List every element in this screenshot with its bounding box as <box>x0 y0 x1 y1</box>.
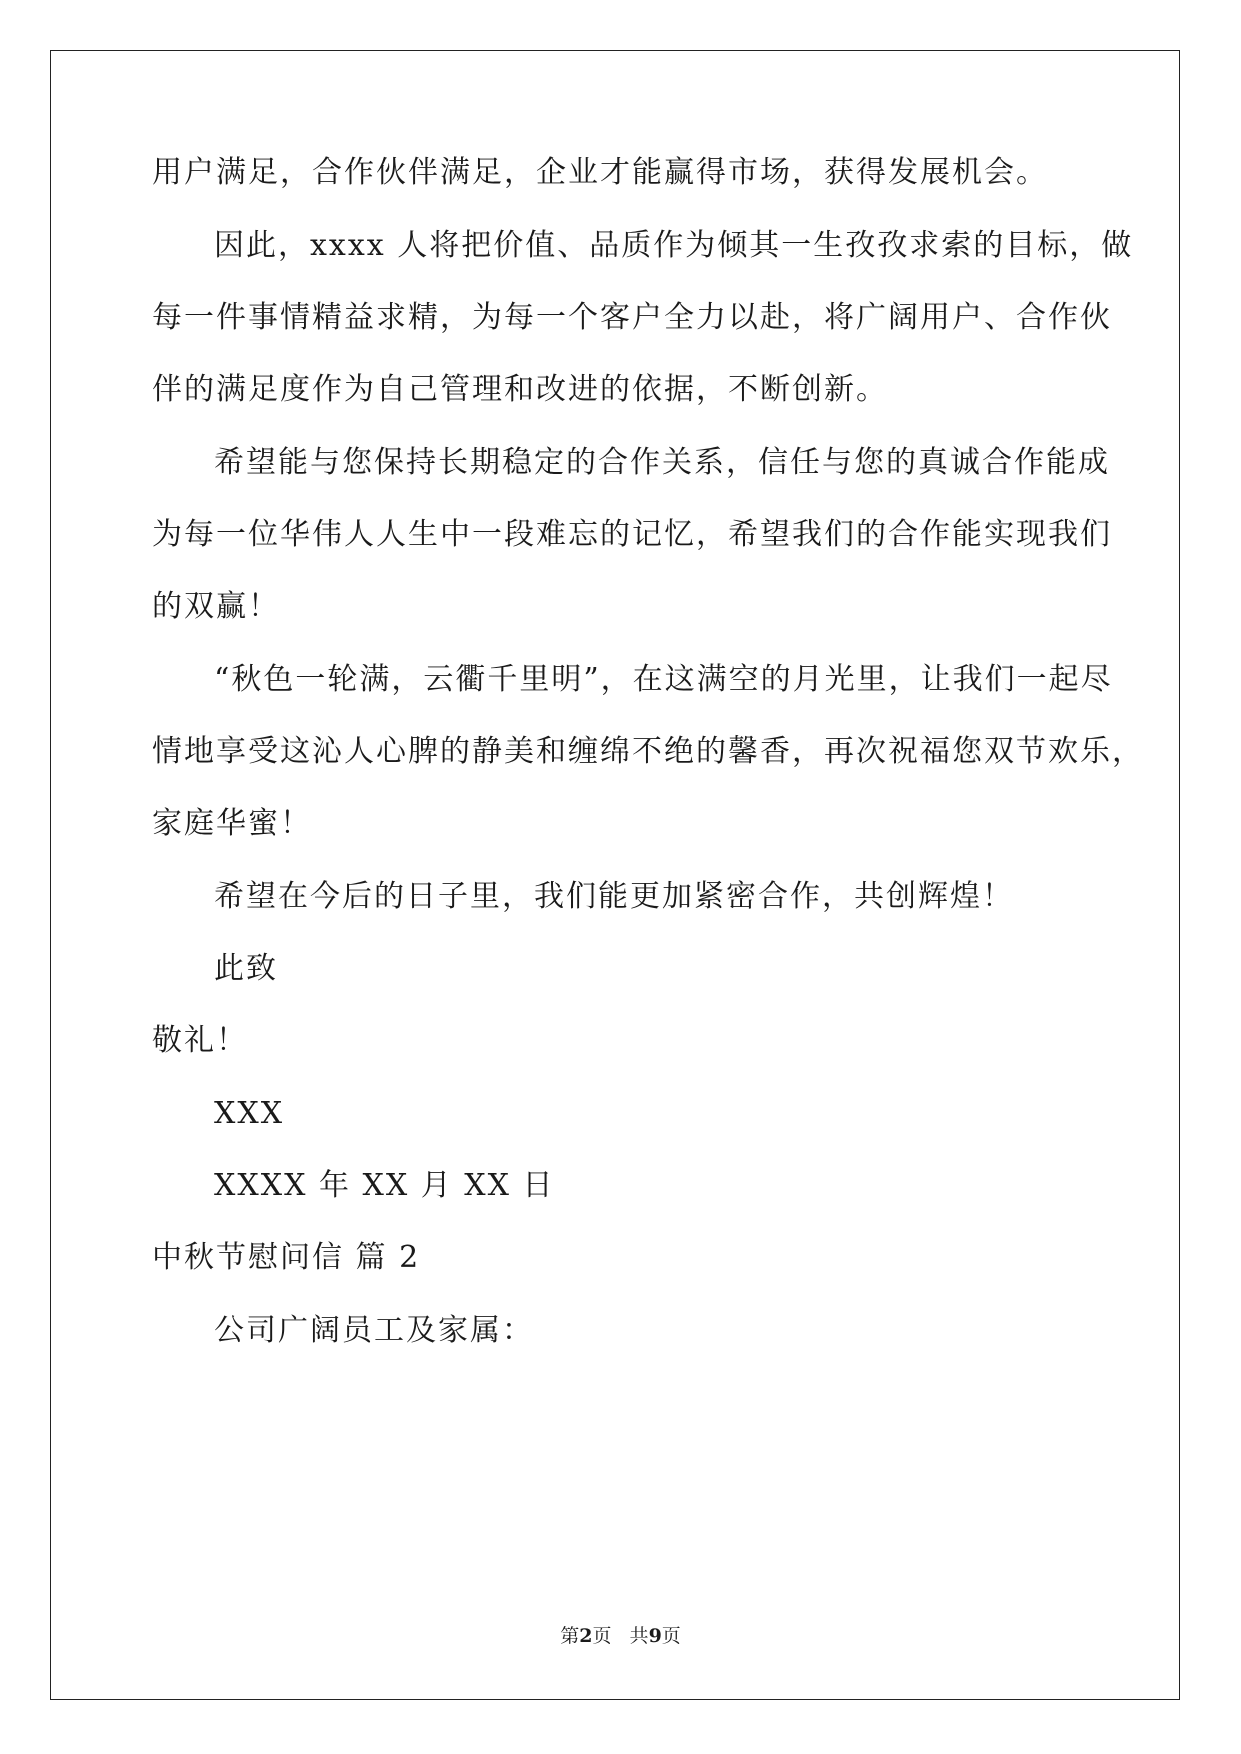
letter-greeting: 公司广阔员工及家属： <box>214 1313 534 1348</box>
footer-page-suffix: 页 <box>661 1625 681 1647</box>
signature-date: XXXX 年 XX 月 XX 日 <box>214 1168 555 1203</box>
section-heading: 中秋节慰问信 篇 2 <box>152 1240 421 1275</box>
footer-page-prefix: 第 <box>560 1625 580 1647</box>
closing-regards: 敬礼！ <box>152 1023 248 1058</box>
body-line: 希望能与您保持长期稳定的合作关系，信任与您的真诚合作能成 <box>214 445 1110 480</box>
body-line: 因此，xxxx 人将把价值、品质作为倾其一生孜孜求索的目标，做 <box>214 228 1134 263</box>
body-line: 家庭华蜜！ <box>152 806 312 841</box>
footer-page-mid: 页 共 <box>592 1625 649 1647</box>
signature-name: XXX <box>214 1096 285 1131</box>
body-line: 希望在今后的日子里，我们能更加紧密合作，共创辉煌！ <box>214 879 1014 914</box>
body-line: 情地享受这沁人心脾的静美和缠绵不绝的馨香，再次祝福您双节欢乐， <box>152 734 1144 769</box>
body-line: 伴的满足度作为自己管理和改进的依据，不断创新。 <box>152 372 888 407</box>
body-line: 用户满足，合作伙伴满足，企业才能赢得市场，获得发展机会。 <box>152 155 1048 190</box>
footer-page-total: 9 <box>648 1625 662 1647</box>
body-line: “秋色一轮满，云衢千里明”，在这满空的月光里，让我们一起尽 <box>214 662 1113 697</box>
closing-salutation: 此致 <box>214 951 278 986</box>
page-footer <box>0 1624 1241 1648</box>
footer-page-current: 2 <box>579 1625 593 1647</box>
body-line: 为每一位华伟人人生中一段难忘的记忆，希望我们的合作能实现我们 <box>152 517 1112 552</box>
body-line: 的双赢！ <box>152 589 280 624</box>
body-line: 每一件事情精益求精，为每一个客户全力以赴，将广阔用户、合作伙 <box>152 300 1112 335</box>
